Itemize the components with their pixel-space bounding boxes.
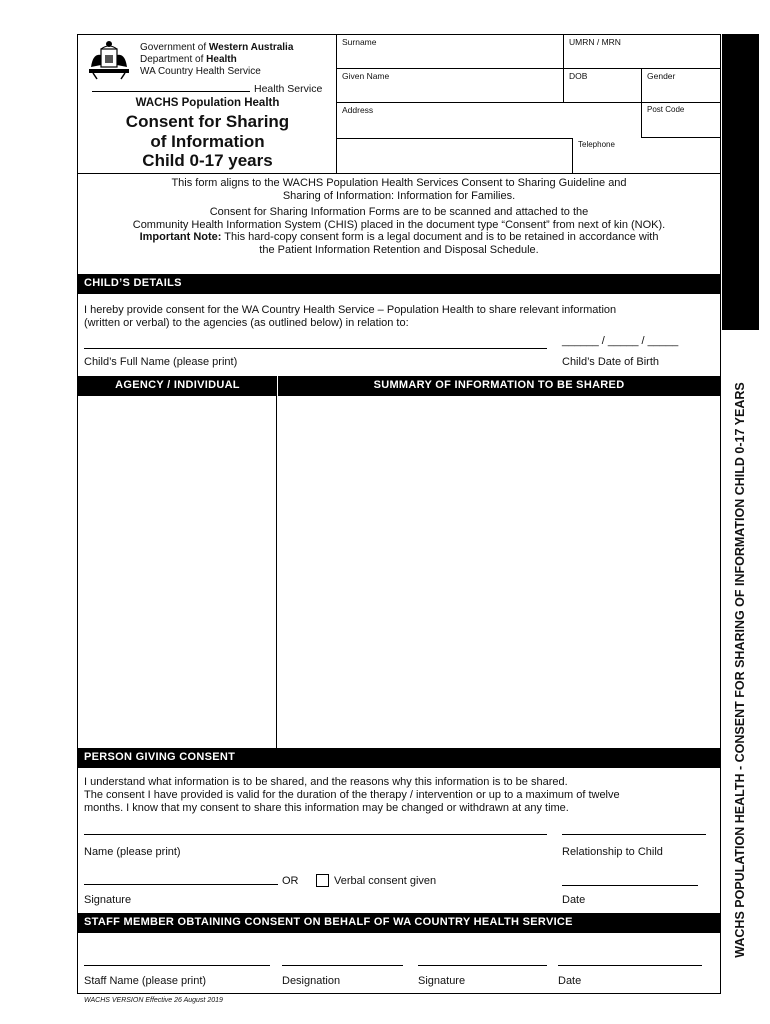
childs-details-line2: (written or verbal) to the agencies (as outlined below) in relation to: bbox=[84, 317, 409, 329]
post-code-label: Post Code bbox=[647, 105, 685, 114]
umrn-field[interactable] bbox=[564, 35, 720, 69]
staff-signature-label: Signature bbox=[418, 975, 466, 987]
title-line1: Consent for Sharing bbox=[125, 112, 290, 131]
verbal-consent-label: Verbal consent given bbox=[334, 875, 437, 887]
staff-date-label: Date bbox=[558, 975, 582, 987]
consent-name-label: Name (please print) bbox=[84, 846, 181, 858]
person-consent-text bbox=[84, 776, 720, 815]
dob-label: DOB bbox=[569, 71, 588, 81]
intro-para1-line2: Sharing of Information: Information for Families. bbox=[282, 189, 516, 202]
health-service-field[interactable] bbox=[92, 82, 250, 92]
relationship-label: Relationship to Child bbox=[562, 846, 663, 858]
childs-details-text bbox=[84, 304, 720, 330]
person-consent-heading: PERSON GIVING CONSENT bbox=[78, 748, 720, 768]
staff-name-label: Staff Name (please print) bbox=[84, 975, 207, 987]
person-consent-line3: months. I know that my consent to share this information may be changed or withdrawn at any time. bbox=[84, 802, 569, 814]
consent-name-input[interactable] bbox=[84, 834, 547, 835]
gov-line2: Department of bbox=[140, 54, 207, 65]
gov-line2-bold: Health bbox=[206, 54, 237, 65]
consent-signature-label: Signature bbox=[84, 894, 132, 906]
government-block bbox=[140, 42, 293, 78]
consent-signature-input[interactable] bbox=[84, 884, 278, 885]
telephone-label: Telephone bbox=[578, 140, 615, 149]
staff-date-input[interactable] bbox=[558, 965, 702, 966]
address-label: Address bbox=[342, 105, 374, 115]
person-consent-line2: The consent I have provided is valid for the duration of the therapy / intervention or up to a maximum of twelve bbox=[84, 789, 620, 801]
health-service-label: Health Service bbox=[254, 83, 323, 95]
child-name-input[interactable] bbox=[84, 348, 547, 349]
gov-line3: WA Country Health Service bbox=[140, 66, 261, 77]
child-dob-input[interactable]: ______ / _____ / _____ bbox=[562, 335, 679, 347]
staff-signature-input[interactable] bbox=[418, 965, 547, 966]
wa-crest-icon bbox=[87, 39, 131, 81]
intro-para3-line2: the Patient Information Retention and Disposal Schedule. bbox=[259, 243, 539, 256]
address-line2-field[interactable] bbox=[337, 138, 572, 174]
consent-date-input[interactable] bbox=[562, 885, 698, 886]
verbal-consent-checkbox[interactable] bbox=[316, 874, 329, 887]
relationship-input[interactable] bbox=[562, 834, 706, 835]
telephone-field[interactable] bbox=[572, 138, 720, 174]
umrn-label: UMRN / MRN bbox=[569, 37, 621, 47]
sidebar-vertical-title: WACHS POPULATION HEALTH - CONSENT FOR SHARING OF INFORMATION CHILD 0-17 YEARS bbox=[733, 382, 747, 958]
intro-para1-line1: This form aligns to the WACHS Population Health Services Consent to Sharing Guideline and bbox=[171, 177, 627, 189]
or-label: OR bbox=[282, 875, 299, 887]
address-field[interactable] bbox=[337, 103, 642, 138]
surname-label: Surname bbox=[342, 37, 377, 47]
important-note-label: Important Note: bbox=[139, 231, 222, 243]
header-left bbox=[78, 35, 337, 174]
gender-field[interactable] bbox=[642, 69, 720, 103]
gov-line1-bold: Western Australia bbox=[208, 42, 294, 53]
staff-heading: STAFF MEMBER OBTAINING CONSENT ON BEHALF OF WA COUNTRY HEALTH SERVICE bbox=[78, 913, 720, 933]
gov-line1: Government of bbox=[140, 42, 209, 53]
agency-table-header bbox=[78, 376, 720, 396]
staff-name-input[interactable] bbox=[84, 965, 270, 966]
intro-text bbox=[78, 177, 720, 260]
surname-field[interactable] bbox=[337, 35, 564, 69]
given-name-field[interactable] bbox=[337, 69, 564, 103]
person-consent-line1: I understand what information is to be shared, and the reasons why this information is to be shared. bbox=[84, 776, 568, 788]
given-name-label: Given Name bbox=[342, 71, 390, 81]
summary-column-header: SUMMARY OF INFORMATION TO BE SHARED bbox=[373, 379, 625, 391]
childs-details-line1: I hereby provide consent for the WA Country Health Service – Population Health to share relevant information bbox=[84, 304, 617, 316]
child-name-label: Child’s Full Name (please print) bbox=[84, 356, 238, 368]
consent-form bbox=[77, 34, 721, 994]
consent-date-label: Date bbox=[562, 894, 586, 906]
designation-input[interactable] bbox=[282, 965, 403, 966]
intro-para2-line1: Consent for Sharing Information Forms are to be scanned and attached to the bbox=[209, 206, 589, 218]
title-line3: Child 0-17 years bbox=[142, 151, 273, 170]
child-dob-label: Child’s Date of Birth bbox=[562, 356, 660, 368]
gender-label: Gender bbox=[647, 71, 676, 81]
sidebar-black-tab bbox=[722, 34, 759, 330]
dob-field[interactable] bbox=[564, 69, 642, 103]
intro-para2-line2: Community Health Information System (CHIS) placed in the document type “Consent” from next of kin (NOK). bbox=[132, 218, 666, 231]
designation-label: Designation bbox=[282, 975, 341, 987]
title-line2: of Information bbox=[150, 131, 265, 151]
form-title bbox=[78, 112, 337, 171]
intro-para3-line1: This hard-copy consent form is a legal document and is to be retained in accordance with bbox=[221, 231, 659, 243]
footer-version: WACHS VERSION Effective 26 August 2019 bbox=[84, 997, 223, 1004]
program-name: WACHS Population Health bbox=[135, 97, 280, 109]
post-code-field[interactable] bbox=[642, 103, 720, 138]
summary-cell[interactable] bbox=[277, 396, 720, 748]
agency-column-header: AGENCY / INDIVIDUAL bbox=[115, 379, 240, 391]
agency-cell[interactable] bbox=[78, 396, 277, 748]
childs-details-heading: CHILD’S DETAILS bbox=[78, 274, 720, 294]
